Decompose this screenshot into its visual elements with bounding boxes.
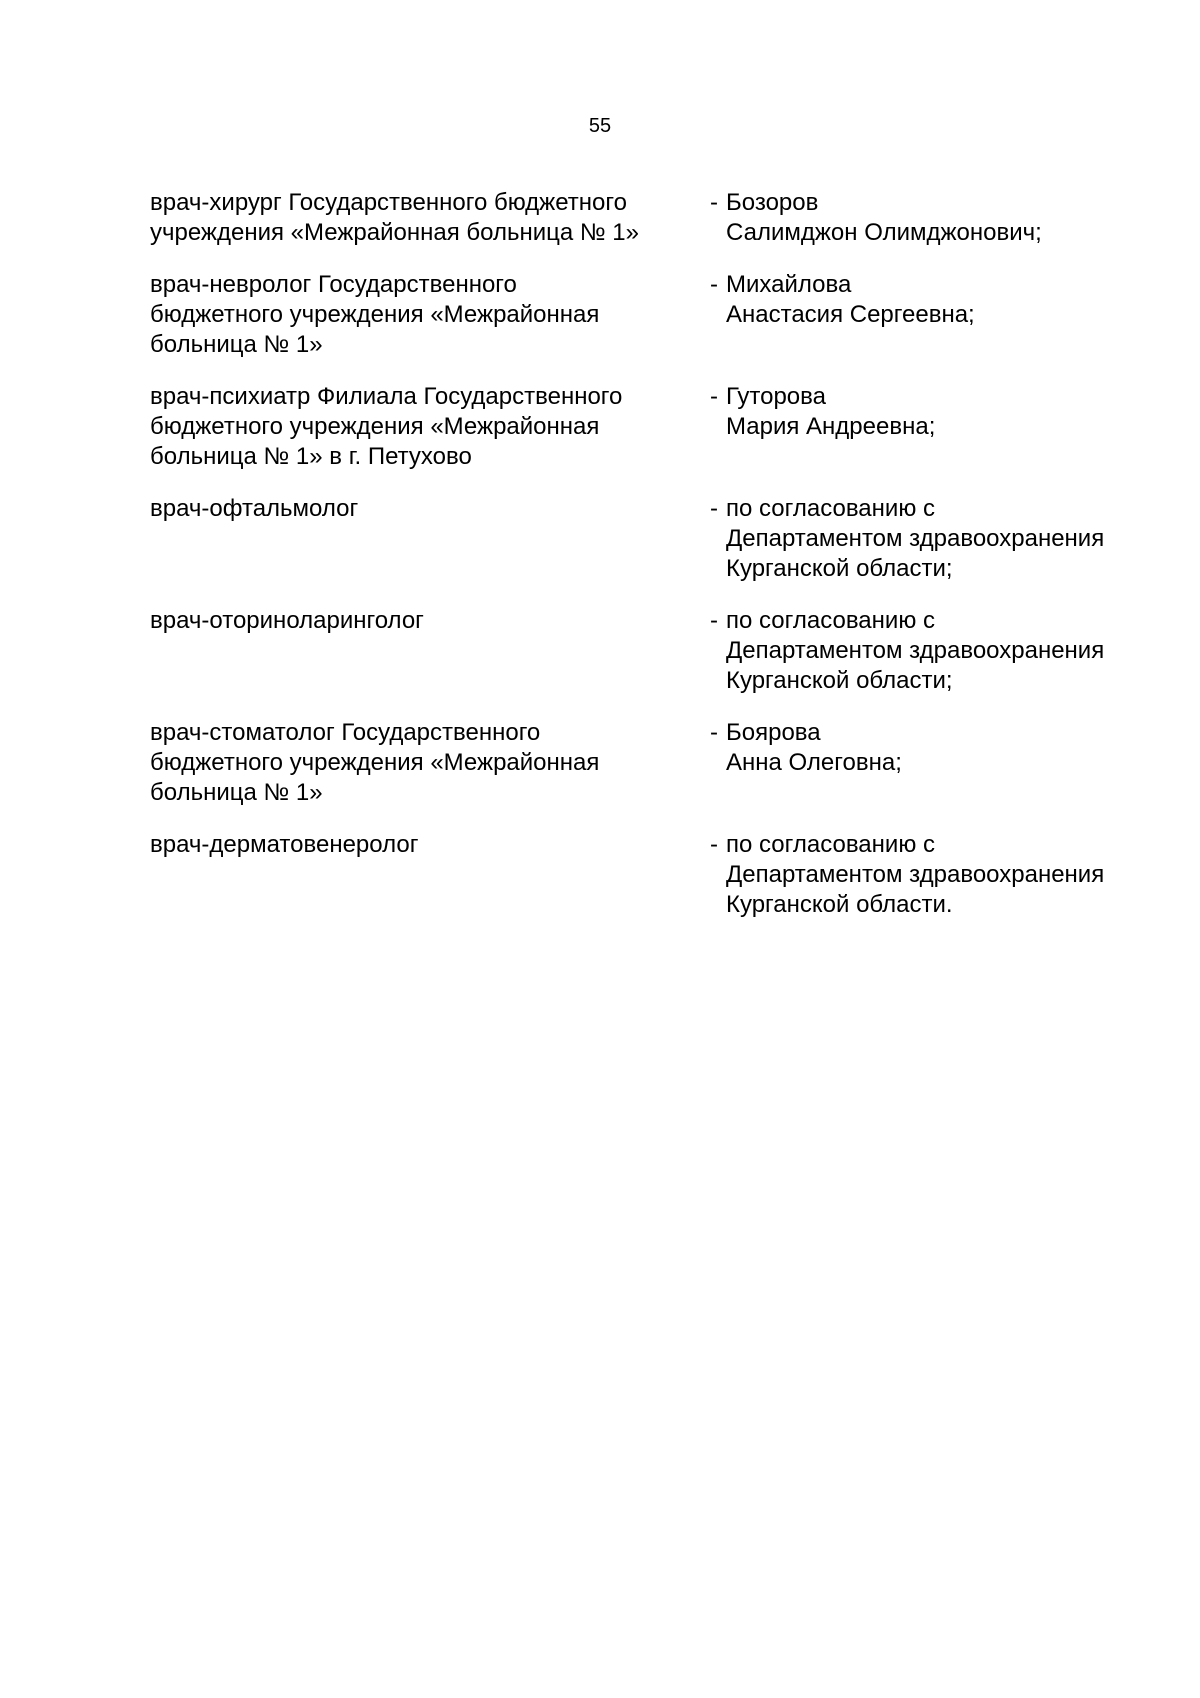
position-line: учреждения «Межрайонная больница № 1» [150,219,639,246]
member-name [710,382,1150,442]
member-line: Департаментом здравоохранения [726,525,1105,552]
member-name [710,606,1150,696]
position-description [150,606,710,636]
member-line: Курганской области. [726,891,953,918]
list-item [150,382,1150,472]
position-line: врач-хирург Государственного бюджетного [150,189,627,216]
list-item [150,270,1150,360]
list-item [150,718,1150,808]
position-line: врач-психиатр Филиала Государственного [150,383,623,410]
position-line: больница № 1» [150,779,323,806]
member-line: Анна Олеговна; [726,749,902,776]
position-description [150,382,710,472]
position-description [150,718,710,808]
position-line: врач-стоматолог Государственного [150,719,541,746]
member-line: Курганской области; [726,667,953,694]
dash: - [710,831,718,858]
commission-list [150,188,1150,942]
dash: - [710,383,718,410]
position-line: больница № 1» в г. Петухово [150,443,472,470]
position-description [150,188,710,248]
position-line: бюджетного учреждения «Межрайонная [150,749,600,776]
position-line: бюджетного учреждения «Межрайонная [150,413,600,440]
position-line: врач-оториноларинголог [150,607,424,634]
member-line: Курганской области; [726,555,953,582]
position-description [150,830,710,860]
member-line: Боярова [726,719,821,746]
member-line: по согласованию с [726,495,935,522]
member-line: Мария Андреевна; [726,413,936,440]
member-line: Департаментом здравоохранения [726,861,1105,888]
position-description [150,270,710,360]
member-line: Анастасия Сергеевна; [726,301,975,328]
member-line: Бозоров [726,189,819,216]
member-line: Салимджон Олимджонович; [726,219,1042,246]
page-number: 55 [588,115,612,137]
member-name [710,494,1150,584]
member-name [710,188,1150,248]
list-item [150,830,1150,920]
position-line: бюджетного учреждения «Межрайонная [150,301,600,328]
member-name [710,830,1150,920]
list-item [150,606,1150,696]
member-name [710,718,1150,778]
member-line: Департаментом здравоохранения [726,637,1105,664]
position-description [150,494,710,524]
dash: - [710,495,718,522]
list-item [150,494,1150,584]
member-line: Михайлова [726,271,852,298]
member-line: Гуторова [726,383,826,410]
position-line: врач-офтальмолог [150,495,359,522]
dash: - [710,607,718,634]
dash: - [710,719,718,746]
member-line: по согласованию с [726,607,935,634]
position-line: больница № 1» [150,331,323,358]
list-item [150,188,1150,248]
dash: - [710,189,718,216]
dash: - [710,271,718,298]
member-name [710,270,1150,330]
position-line: врач-невролог Государственного [150,271,517,298]
member-line: по согласованию с [726,831,935,858]
position-line: врач-дерматовенеролог [150,831,419,858]
